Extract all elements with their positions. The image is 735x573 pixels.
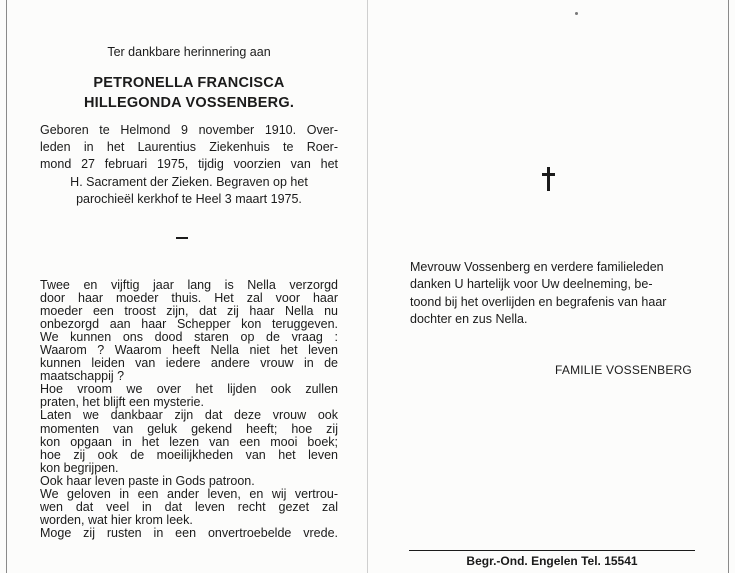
life-details-line: Geboren te Helmond 9 november 1910. Over-	[40, 123, 338, 137]
life-details-line: parochieël kerkhof te Heel 3 maart 1975.	[76, 191, 302, 206]
fold-line	[367, 0, 368, 573]
separator-dash	[176, 237, 188, 239]
life-details	[40, 122, 338, 208]
name-line: PETRONELLA FRANCISCA	[93, 75, 285, 91]
reflection-line: onbezorgd aan haar Schepper kon teruggeven.	[40, 317, 338, 332]
life-details-line: H. Sacrament der Zieken. Begraven op het	[70, 174, 308, 189]
reflection-line: kunnen leiden van iedere andere vrouw in de	[40, 356, 338, 371]
reflection-line: worden, wat hier krom leek.	[40, 512, 193, 527]
funeral-director-info: Begr.-Ond. Engelen Tel. 15541	[466, 554, 638, 568]
reflection-line: Moge zij rusten in een onvertroebelde vrede.	[40, 525, 338, 540]
reflection-text	[40, 279, 338, 540]
reflection-line: We geloven in een ander leven, en wij vertrou-	[40, 486, 338, 501]
reflection-line: praten, het blijft een mysterie.	[40, 395, 204, 410]
name-line: HILLEGONDA VOSSENBERG.	[83, 95, 295, 111]
deceased-name	[40, 73, 338, 113]
reflection-line: wen dat veel in dat leven recht gezet zal	[40, 499, 338, 514]
latin-cross-icon	[541, 167, 557, 191]
reflection-line: Ook haar leven paste in Gods patroon.	[40, 473, 255, 488]
thanks-line: Mevrouw Vossenberg en verdere familieleden	[410, 260, 664, 274]
footer-rule	[409, 550, 695, 551]
family-signature: FAMILIE VOSSENBERG	[555, 363, 692, 377]
reflection-line: Hoe vroom we over het lijden ook zullen	[40, 382, 338, 397]
reflection-line: We kunnen ons dood staren op de vraag :	[40, 330, 338, 345]
left-border-line	[6, 0, 7, 573]
print-speck	[575, 12, 578, 15]
reflection-line: kon opgaan in het lezen van een mooi boek;	[40, 434, 338, 449]
reflection-line: kon begrijpen.	[40, 460, 119, 475]
reflection-line: maatschappij ?	[40, 369, 125, 384]
reflection-line: Waarom ? Waarom heeft Nella niet het leven	[40, 343, 338, 358]
reflection-line: moeder een troost zijn, dat zij haar Nella nu	[40, 304, 338, 319]
reflection-line: momenten van geluk gekend heeft; hoe zij	[40, 421, 338, 436]
life-details-line: leden in het Laurentius Ziekenhuis te Roer-	[40, 140, 338, 155]
reflection-line: Laten we dankbaar zijn dat deze vrouw ook	[40, 408, 338, 423]
reflection-line: door haar moeder thuis. Het zal voor haar	[40, 291, 338, 306]
thanks-line: dochter en zus Nella.	[410, 311, 528, 326]
thanks-line: danken U hartelijk voor Uw deelneming, be-	[410, 277, 653, 292]
thanks-line: toond bij het overlijden en begrafenis van haar	[410, 294, 667, 309]
life-details-line: mond 27 februari 1975, tijdig voorzien van het	[40, 157, 338, 172]
thanks-text	[410, 259, 695, 328]
intro-text: Ter dankbare herinnering aan	[107, 45, 271, 59]
reflection-line: Twee en vijftig jaar lang is Nella verzorgd	[40, 278, 338, 292]
right-border-line	[728, 0, 729, 573]
reflection-line: hoe zij ook de moeilijkheden van het leven	[40, 447, 338, 462]
